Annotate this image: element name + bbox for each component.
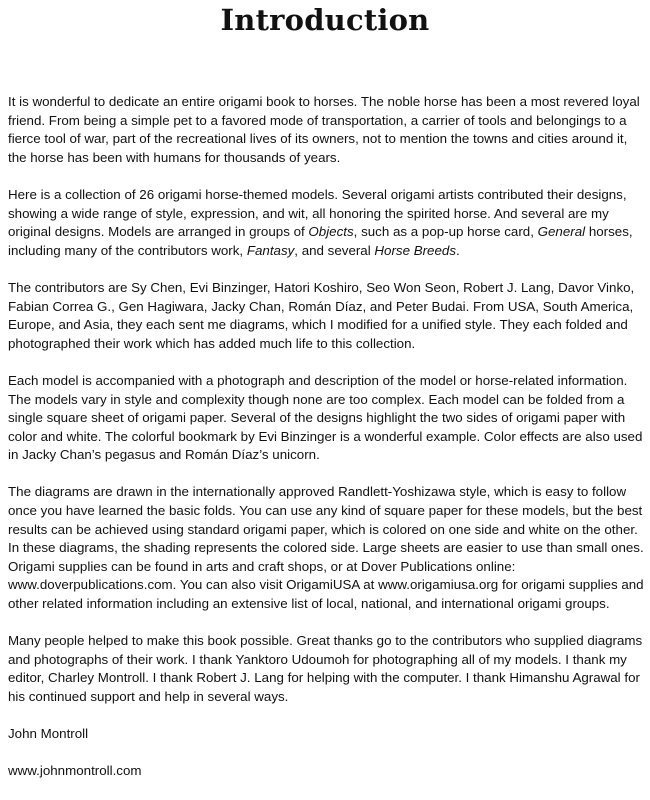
paragraph-text: horses, including many of the contributors work,: [8, 224, 633, 258]
body-text: [8, 93, 644, 800]
paragraph: [8, 279, 644, 353]
italic-term: Objects: [308, 224, 354, 240]
paragraph-text: Many people helped to make this book possible. Great thanks go to the contributors who supplied diagrams and photographs of their work. I thank Yanktoro Udoumoh for photographing all of my models. I thank my editor, Charley Montroll. I thank Robert J. Lang for helping with the computer. I thank Himanshu Agrawal for his continued support and help in several ways.: [8, 633, 643, 704]
page-title: Introduction: [220, 3, 430, 37]
paragraph-text: .: [456, 242, 460, 258]
paragraph-text: , such as a pop-up horse card,: [353, 224, 538, 240]
author-signature: John Montroll: [8, 726, 89, 742]
paragraph-text: Here is a collection of 26 origami horse-themed models. Several origami artists contributed their designs, showing a wide range of style, expression, and wit, all honoring the spirited horse. And several are my original designs. Models are arranged in groups of: [8, 186, 627, 240]
paragraph-text: , and several: [294, 242, 375, 258]
paragraph: [8, 93, 644, 167]
author-website: www.johnmontroll.com: [8, 763, 142, 779]
paragraph: [8, 632, 644, 706]
italic-term: Fantasy: [246, 242, 295, 258]
italic-term: Horse Breeds: [374, 242, 456, 258]
paragraph: [8, 372, 644, 465]
paragraph: [8, 483, 644, 613]
paragraph: [8, 186, 644, 260]
paragraph-text: It is wonderful to dedicate an entire origami book to horses. The noble horse has been a most revered loyal friend. From being a simple pet to a favored mode of transportation, a carrier of tools and belongings to a fierce tool of war, part of the recreational lives of its owners, not to mention the towns and cities around it, the horse has been with humans for thousands of years.: [8, 94, 640, 165]
paragraph-text: The diagrams are drawn in the internationally approved Randlett-Yoshizawa style, which is easy to follow once you have learned the basic folds. You can use any kind of square paper for these models, but the best results can be achieved using standard origami paper, which is colored on one side and white on the other. In these diagrams, the shading represents the colored side. Large sheets are easier to use than small ones. Origami supplies can be found in arts and craft shops, or at Dover Publications online: www.doverpublications.com. You can also visit OrigamiUSA at www.origamiusa.org for origami supplies and other related information including an extensive list of local, national, and international origami groups.: [8, 484, 644, 612]
paragraph-text: Each model is accompanied with a photograph and description of the model or horse-related information. The models vary in style and complexity though none are too complex. Each model can be folded from a single square sheet of origami paper. Several of the designs highlight the two sides of origami paper with color and white. The colorful bookmark by Evi Binzinger is a wonderful example. Color effects are also used in Jacky Chan’s pegasus and Román Díaz’s unicorn.: [8, 372, 643, 463]
paragraph-text: The contributors are Sy Chen, Evi Binzinger, Hatori Koshiro, Seo Won Seon, Robert J. Lang, Davor Vinko, Fabian Correa G., Gen Hagiwara, Jacky Chan, Román Díaz, and Peter Budai. From USA, South America, Europe, and Asia, they each sent me diagrams, which I modified for a unified style. They each folded and photographed their work which has added much life to this collection.: [8, 279, 635, 351]
italic-term: General: [537, 224, 586, 240]
paragraph-list: [8, 93, 644, 707]
